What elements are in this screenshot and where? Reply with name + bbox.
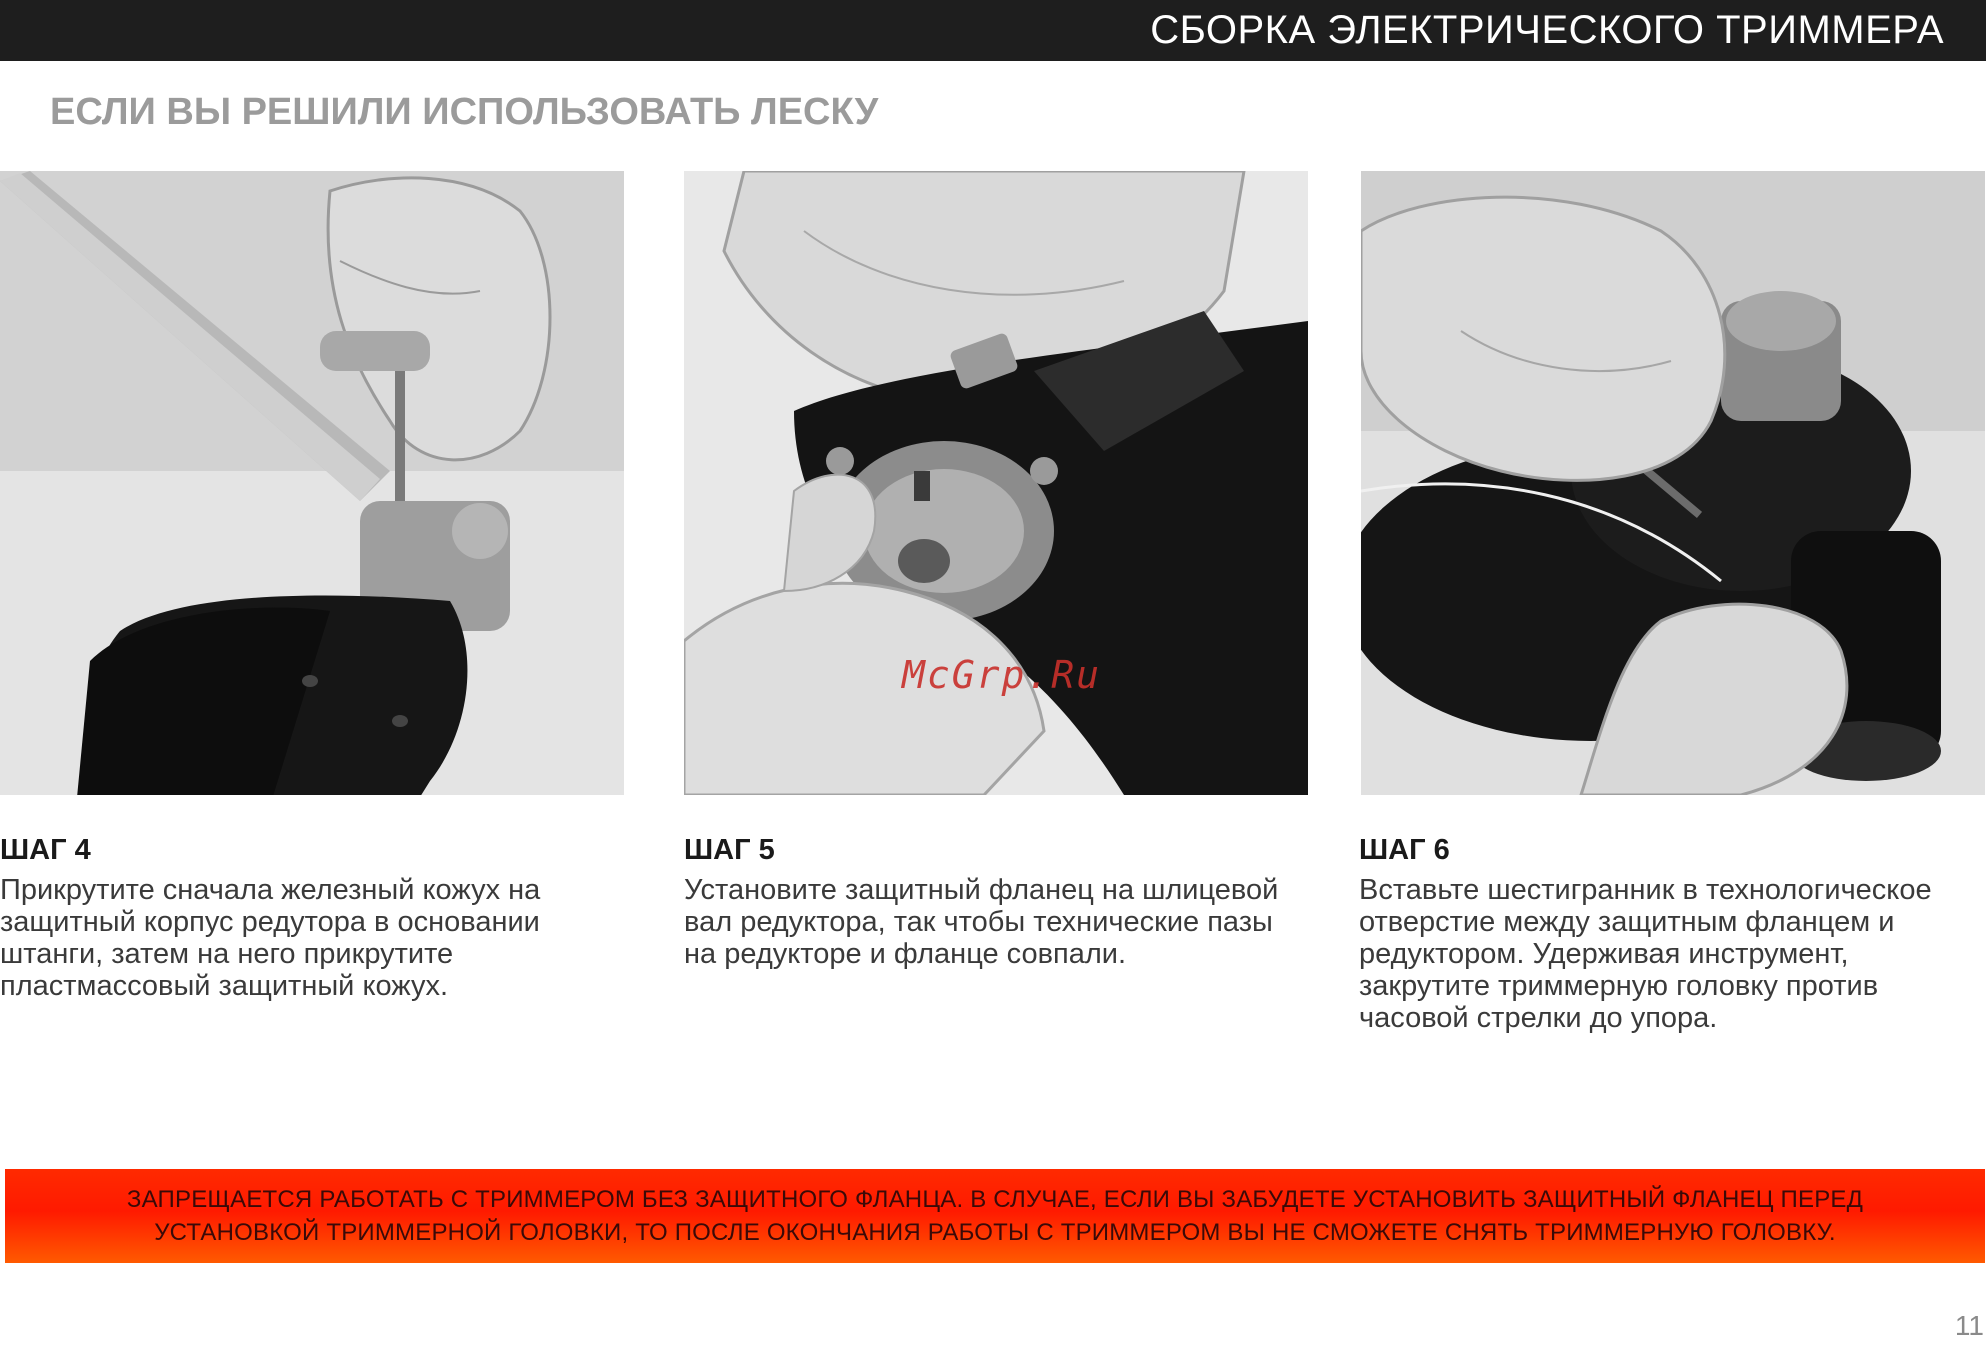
step-4 (0, 832, 620, 1002)
step-4-title: ШАГ 4 (0, 834, 91, 866)
trimmer-head-illustration (1361, 171, 1985, 795)
step-4-text: Прикрутите сначала железный кожух на защитный корпус редутора в основании штанги, затем на него прикрутите пластмассовый защитный кожух. (0, 874, 541, 1002)
step-6-photo (1361, 171, 1985, 795)
step-5-title: ШАГ 5 (684, 834, 775, 866)
watermark: McGrp.Ru (902, 653, 1102, 697)
header-bar (0, 0, 1986, 61)
page-number: 11 (1954, 1310, 1984, 1341)
step-6 (1359, 832, 1979, 1034)
trimmer-guard-illustration (0, 171, 624, 795)
warning-line-1: ЗАПРЕЩАЕТСЯ РАБОТАТЬ С ТРИММЕРОМ БЕЗ ЗАЩИТНОГО ФЛАНЦА. В СЛУЧАЕ, ЕСЛИ ВЫ ЗАБУДЕТЕ УСТАНОВИТЬ ЗАЩИТНЫЙ ФЛАНЕЦ ПЕРЕД (126, 1186, 1864, 1213)
step-4-photo (0, 171, 624, 795)
step-6-text: Вставьте шестигранник в технологическое отверстие между защитным фланцем и редуктором. Удерживая инструмент, закрутите триммерную головку против часовой стрелки до упора. (1359, 874, 1932, 1034)
flange-installation-illustration (684, 171, 1308, 795)
warning-line-2: УСТАНОВКОЙ ТРИММЕРНОЙ ГОЛОВКИ, ТО ПОСЛЕ ОКОНЧАНИЯ РАБОТЫ С ТРИММЕРОМ ВЫ НЕ СМОЖЕТЕ СНЯТЬ ТРИММЕРНУЮ ГОЛОВКУ. (154, 1219, 1836, 1246)
page-header-title: СБОРКА ЭЛЕКТРИЧЕСКОГО ТРИММЕРА (1150, 8, 1944, 52)
step-5-text: Установите защитный фланец на шлицевой вал редуктора, так чтобы технические пазы на редукторе и фланце совпали. (684, 874, 1279, 970)
step-5 (684, 832, 1304, 970)
warning-banner (5, 1169, 1985, 1263)
warning-text (30, 1183, 1960, 1249)
step-5-photo (684, 171, 1308, 795)
section-title: ЕСЛИ ВЫ РЕШИЛИ ИСПОЛЬЗОВАТЬ ЛЕСКУ (50, 91, 879, 133)
step-6-title: ШАГ 6 (1359, 834, 1450, 866)
